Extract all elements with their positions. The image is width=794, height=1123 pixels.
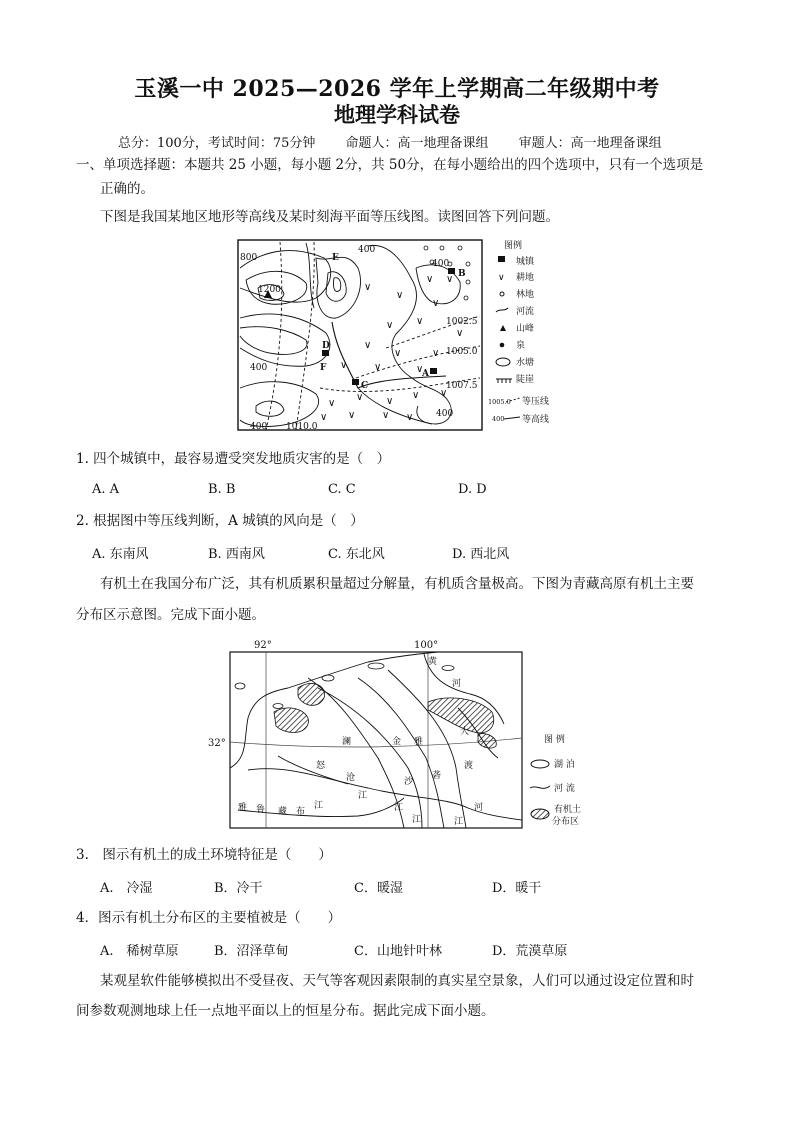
lon-100-label: 100° — [414, 640, 439, 651]
isobar-label: 1005.0 — [446, 347, 478, 357]
svg-text:∨: ∨ — [382, 410, 390, 421]
svg-text:大: 大 — [460, 727, 470, 737]
group2-stem-line1: 有机土在我国分布广泛，其有机质累积量超过分解量，有机质含量极高。下图为青藏高原有机土主要 — [100, 576, 694, 592]
svg-text:∨: ∨ — [386, 396, 394, 407]
section-intro-line1: 一、单项选择题：本题共 25 小题，每小题 2分，共 50分，在每小题给出的四个选项中，只有一个选项是 — [76, 157, 704, 173]
contour-label: 400 — [436, 409, 454, 419]
svg-text:有机土: 有机土 — [554, 805, 582, 815]
svg-text:鲁: 鲁 — [256, 805, 266, 815]
svg-text:布: 布 — [296, 807, 306, 817]
svg-text:∨: ∨ — [416, 364, 424, 375]
svg-text:耕地: 耕地 — [516, 273, 535, 283]
svg-text:城镇: 城镇 — [516, 257, 535, 267]
svg-text:江: 江 — [454, 817, 464, 827]
group1-stem: 下图是我国某地区地形等高线及某时刻海平面等压线图。读图回答下列问题。 — [100, 209, 559, 225]
q3-option-a[interactable]: A. 冷湿 — [100, 881, 153, 896]
q3-option-b[interactable]: B．冷干 — [214, 881, 263, 896]
q3-option-c[interactable]: C．暖湿 — [354, 881, 403, 896]
svg-text:黄: 黄 — [428, 657, 438, 667]
svg-text:江: 江 — [412, 815, 422, 825]
svg-text:∨: ∨ — [364, 340, 372, 351]
map1-legend — [488, 239, 549, 425]
group2-stem-line2: 分布区示意图。完成下面小题。 — [76, 607, 265, 623]
group3-stem-line1: 某观星软件能够模拟出不受昼夜、天气等客观因素限制的真实星空景象，人们可以通过设定位置和时 — [100, 973, 694, 989]
section-intro-line2: 正确的。 — [100, 181, 154, 197]
svg-text:河流: 河流 — [516, 307, 535, 317]
svg-text:等高线: 等高线 — [522, 415, 550, 425]
svg-text:渡: 渡 — [464, 761, 474, 771]
svg-text:400: 400 — [492, 415, 505, 423]
svg-text:∨: ∨ — [340, 360, 348, 371]
svg-text:∨: ∨ — [432, 348, 440, 359]
contour-label: 400 — [250, 363, 268, 373]
q2-option-d[interactable]: D. 西北风 — [452, 547, 510, 562]
svg-text:怒: 怒 — [316, 761, 326, 771]
svg-text:金: 金 — [392, 737, 402, 747]
svg-text:沧: 沧 — [346, 773, 356, 783]
question-1-stem: 1. 四个城镇中，最容易遭受突发地质灾害的是（ ） — [76, 451, 391, 467]
q4-option-c[interactable]: C．山地针叶林 — [354, 944, 442, 959]
svg-text:∨: ∨ — [456, 328, 464, 339]
peak-label: 1200 — [258, 285, 281, 295]
svg-text:∨: ∨ — [328, 398, 336, 409]
svg-text:∨: ∨ — [394, 348, 402, 359]
exam-meta — [118, 132, 688, 151]
organic-soil-map — [208, 638, 598, 834]
q2-option-a[interactable]: A. 东南风 — [92, 547, 149, 562]
svg-text:∨: ∨ — [320, 412, 328, 423]
exam-setter: 命题人：高一地理备课组 — [345, 136, 489, 151]
lon-92-label: 92° — [254, 640, 272, 651]
q1-option-c[interactable]: C. C — [328, 482, 356, 497]
svg-text:∨: ∨ — [498, 273, 505, 283]
contour-label: 400 — [358, 245, 376, 255]
exam-title: 玉溪一中 2025—2026 学年上学期高二年级期中考 — [134, 76, 660, 102]
svg-text:∨: ∨ — [396, 290, 404, 301]
svg-text:江: 江 — [314, 801, 324, 811]
place-e: E — [332, 253, 339, 263]
exam-reviewer: 审题人：高一地理备课组 — [518, 136, 662, 151]
svg-text:∨: ∨ — [412, 390, 420, 401]
svg-text:河: 河 — [474, 803, 484, 813]
svg-text:分布区: 分布区 — [552, 817, 580, 827]
svg-text:∨: ∨ — [356, 392, 364, 403]
question-2-stem: 2. 根据图中等压线判断，A 城镇的风向是（ ） — [76, 513, 364, 529]
place-c: C — [361, 381, 369, 391]
svg-text:∨: ∨ — [440, 388, 448, 399]
svg-text:图 例: 图 例 — [544, 735, 565, 745]
contour-label: 800 — [240, 253, 258, 263]
q1-option-d[interactable]: D. D — [458, 482, 487, 497]
contour-label: 400 — [432, 259, 450, 269]
svg-text:山峰: 山峰 — [516, 324, 535, 334]
svg-text:水塘: 水塘 — [516, 358, 535, 368]
svg-text:林地: 林地 — [516, 290, 535, 300]
svg-text:1005.0: 1005.0 — [488, 398, 511, 406]
svg-text:∨: ∨ — [432, 298, 440, 309]
svg-text:澜: 澜 — [342, 737, 352, 747]
svg-text:雅: 雅 — [414, 737, 424, 747]
contour-isobar-map — [236, 238, 556, 434]
svg-text:河 流: 河 流 — [554, 784, 575, 794]
exam-subtitle: 地理学科试卷 — [334, 102, 460, 127]
q2-option-c[interactable]: C. 东北风 — [328, 547, 385, 562]
svg-text:∨: ∨ — [446, 274, 454, 285]
place-f: F — [320, 363, 327, 373]
svg-text:∨: ∨ — [348, 410, 356, 421]
svg-text:∨: ∨ — [406, 412, 414, 423]
svg-text:∨: ∨ — [374, 362, 382, 373]
place-d: D — [322, 341, 330, 351]
svg-text:泉: 泉 — [516, 341, 526, 351]
exam-total: 总分：100分，考试时间：75分钟 — [118, 136, 316, 151]
map2-legend — [530, 733, 581, 827]
svg-text:∨: ∨ — [386, 320, 394, 331]
svg-text:沙: 沙 — [404, 777, 414, 787]
svg-text:江: 江 — [394, 803, 404, 813]
svg-text:河: 河 — [452, 679, 462, 689]
svg-text:藏: 藏 — [278, 807, 288, 817]
contour-label: 400 — [250, 422, 268, 432]
place-b: B — [458, 269, 466, 279]
q4-option-d[interactable]: D．荒漠草原 — [492, 944, 568, 959]
group3-stem-line2: 间参数观测地球上任一点地平面以上的恒星分布。据此完成下面小题。 — [76, 1003, 495, 1019]
q4-option-a[interactable]: A. 稀树草原 — [100, 944, 179, 959]
svg-text:∨: ∨ — [364, 282, 372, 293]
question-3-stem: 3. 图示有机土的成土环境特征是（ ） — [76, 847, 332, 863]
q4-option-b[interactable]: B．沼泽草甸 — [214, 944, 289, 959]
svg-text:∨: ∨ — [416, 316, 424, 327]
q1-option-b[interactable]: B. B — [208, 482, 236, 497]
svg-text:图例: 图例 — [504, 241, 523, 251]
isobar-label: 1010.0 — [286, 422, 318, 432]
svg-text:陡崖: 陡崖 — [516, 375, 535, 385]
isobar-label: 1007.5 — [446, 381, 478, 391]
svg-text:砻: 砻 — [432, 771, 442, 781]
svg-text:∨: ∨ — [426, 274, 434, 285]
lat-32-label: 32° — [208, 738, 226, 749]
q2-option-b[interactable]: B. 西南风 — [208, 547, 265, 562]
svg-text:湖 泊: 湖 泊 — [554, 760, 575, 770]
place-a: A — [422, 369, 429, 379]
svg-text:等压线: 等压线 — [522, 397, 550, 407]
q1-option-a[interactable]: A. A — [92, 482, 120, 497]
question-4-stem: 4．图示有机土分布区的主要植被是（ ） — [76, 910, 342, 926]
isobar-label: 1002.5 — [446, 317, 478, 327]
q3-option-d[interactable]: D．暖干 — [492, 881, 542, 896]
svg-text:雅: 雅 — [238, 803, 248, 813]
svg-text:江: 江 — [358, 791, 368, 801]
